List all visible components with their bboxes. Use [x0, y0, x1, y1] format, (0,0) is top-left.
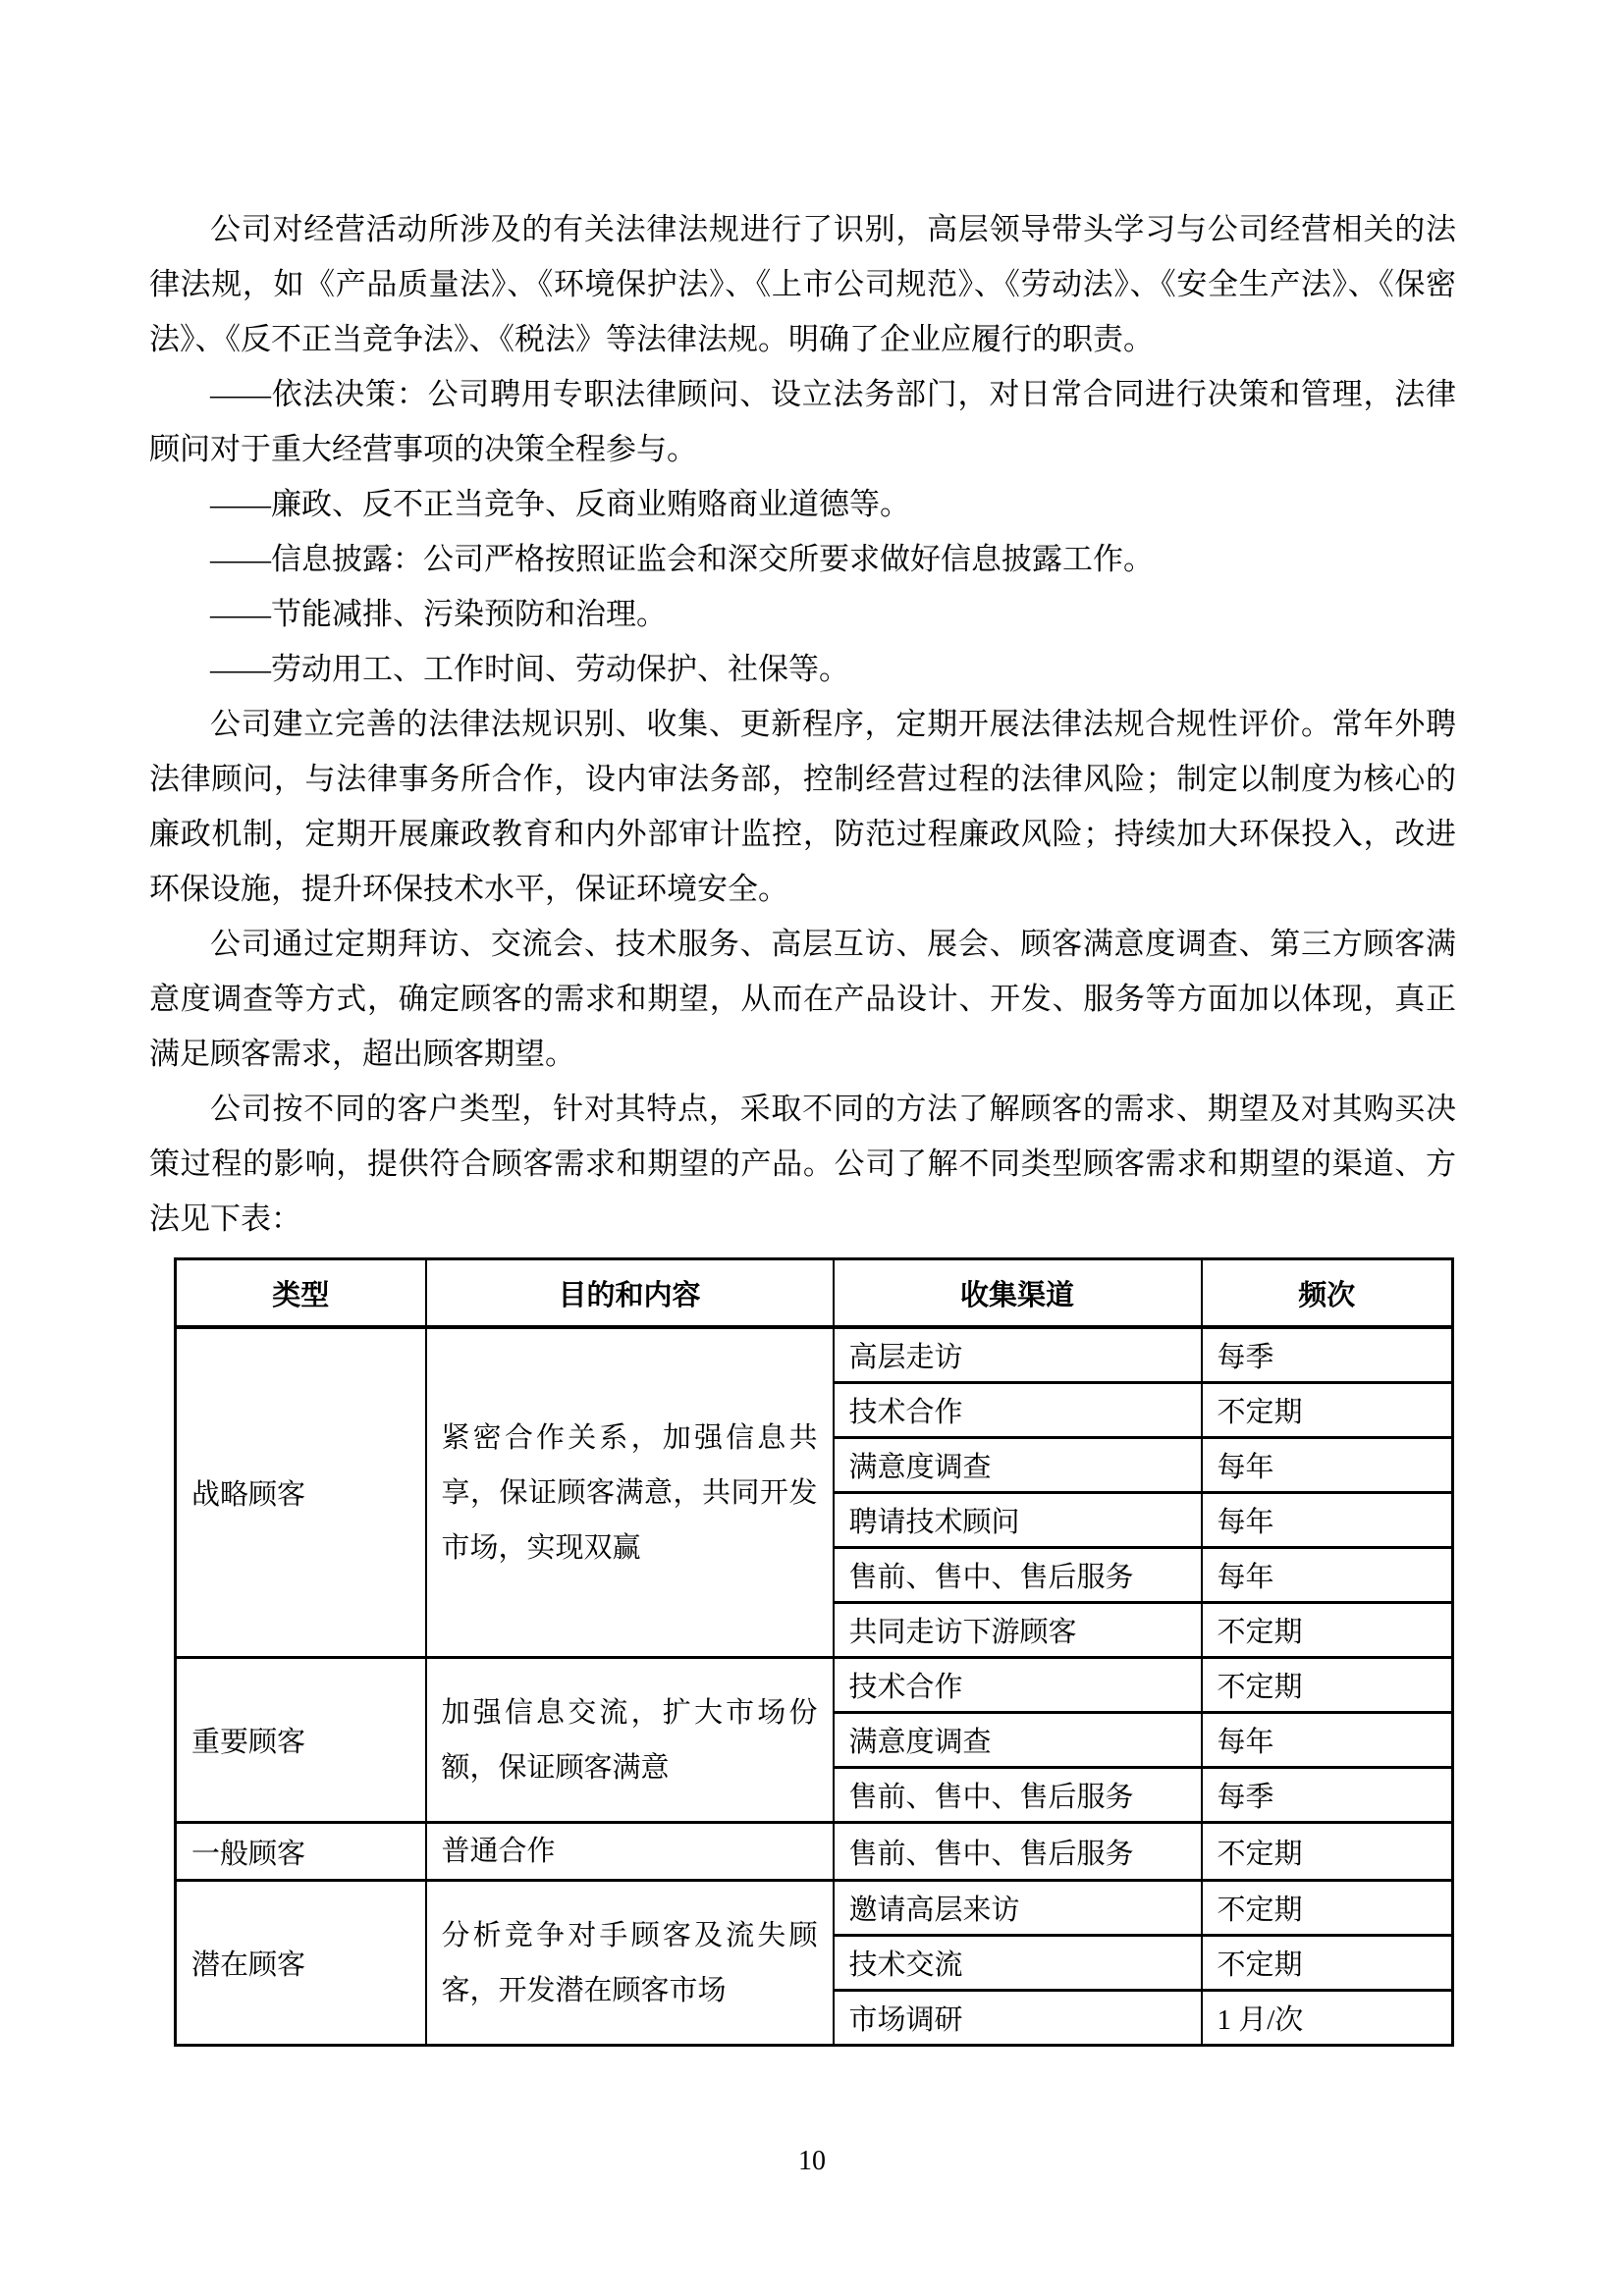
- page-number: 10: [798, 2146, 826, 2176]
- customer-type-cell: 一般顾客: [176, 1823, 426, 1881]
- customer-channels-table: [174, 1257, 1454, 2047]
- channel-cell: 满意度调查: [834, 1438, 1202, 1493]
- body-paragraph: 公司对经营活动所涉及的有关法律法规进行了识别，高层领导带头学习与公司经营相关的法律法规，如《产品质量法》、《环境保护法》、《上市公司规范》、《劳动法》、《安全生产法》、《保密法》、《反不正当竞争法》、《税法》等法律法规。明确了企业应履行的职责。: [149, 212, 1456, 356]
- customer-type-cell: 重要顾客: [176, 1658, 426, 1823]
- purpose-cell: 紧密合作关系，加强信息共享，保证顾客满意，共同开发市场，实现双赢: [426, 1327, 834, 1658]
- frequency-cell: 不定期: [1202, 1658, 1453, 1713]
- body-paragraph: 公司通过定期拜访、交流会、技术服务、高层互访、展会、顾客满意度调查、第三方顾客满意度调查等方式，确定顾客的需求和期望，从而在产品设计、开发、服务等方面加以体现，真正满足顾客需求，超出顾客期望。: [149, 927, 1456, 1071]
- frequency-cell: 不定期: [1202, 1823, 1453, 1881]
- body-paragraph: 公司建立完善的法律法规识别、收集、更新程序，定期开展法律法规合规性评价。常年外聘法律顾问，与法律事务所合作，设内审法务部，控制经营过程的法律风险；制定以制度为核心的廉政机制，定期开展廉政教育和内外部审计监控，防范过程廉政风险；持续加大环保投入，改进环保设施，提升环保技术水平，保证环境安全。: [149, 707, 1456, 906]
- frequency-cell: 不定期: [1202, 1383, 1453, 1438]
- channel-cell: 售前、售中、售后服务: [834, 1768, 1202, 1823]
- customer-type-cell: 战略顾客: [176, 1327, 426, 1658]
- customer-type-cell: 潜在顾客: [176, 1881, 426, 2046]
- body-paragraph: ——节能减排、污染预防和治理。: [210, 597, 667, 631]
- frequency-cell: 每季: [1202, 1768, 1453, 1823]
- frequency-cell: 1 月/次: [1202, 1991, 1453, 2046]
- purpose-cell: 加强信息交流，扩大市场份额，保证顾客满意: [426, 1658, 834, 1823]
- frequency-cell: 每季: [1202, 1327, 1453, 1383]
- table-row: [176, 1658, 1453, 1713]
- body-paragraph: 公司按不同的客户类型，针对其特点，采取不同的方法了解顾客的需求、期望及对其购买决策过程的影响，提供符合顾客需求和期望的产品。公司了解不同类型顾客需求和期望的渠道、方法见下表：: [149, 1092, 1456, 1236]
- body-paragraph: ——依法决策：公司聘用专职法律顾问、设立法务部门，对日常合同进行决策和管理，法律顾问对于重大经营事项的决策全程参与。: [149, 377, 1456, 466]
- channel-cell: 技术合作: [834, 1383, 1202, 1438]
- body-text: [149, 202, 1456, 1247]
- frequency-cell: 每年: [1202, 1713, 1453, 1768]
- column-header-frequency: 频次: [1202, 1259, 1453, 1328]
- channel-cell: 共同走访下游顾客: [834, 1603, 1202, 1658]
- table-row: [176, 1881, 1453, 1936]
- channel-cell: 技术交流: [834, 1936, 1202, 1991]
- body-paragraph: ——信息披露：公司严格按照证监会和深交所要求做好信息披露工作。: [210, 542, 1154, 576]
- frequency-cell: 每年: [1202, 1493, 1453, 1548]
- purpose-cell: 普通合作: [426, 1823, 834, 1881]
- column-header-purpose: 目的和内容: [426, 1259, 834, 1328]
- body-paragraph: ——劳动用工、工作时间、劳动保护、社保等。: [210, 652, 849, 686]
- channel-cell: 售前、售中、售后服务: [834, 1548, 1202, 1603]
- column-header-type: 类型: [176, 1259, 426, 1328]
- frequency-cell: 每年: [1202, 1438, 1453, 1493]
- table-row: [176, 1327, 1453, 1383]
- channel-cell: 售前、售中、售后服务: [834, 1823, 1202, 1881]
- channel-cell: 市场调研: [834, 1991, 1202, 2046]
- channel-cell: 高层走访: [834, 1327, 1202, 1383]
- table-row: [176, 1823, 1453, 1881]
- frequency-cell: 不定期: [1202, 1881, 1453, 1936]
- frequency-cell: 不定期: [1202, 1936, 1453, 1991]
- frequency-cell: 每年: [1202, 1548, 1453, 1603]
- channel-cell: 邀请高层来访: [834, 1881, 1202, 1936]
- purpose-cell: 分析竞争对手顾客及流失顾客，开发潜在顾客市场: [426, 1881, 834, 2046]
- frequency-cell: 不定期: [1202, 1603, 1453, 1658]
- channel-cell: 技术合作: [834, 1658, 1202, 1713]
- channel-cell: 聘请技术顾问: [834, 1493, 1202, 1548]
- channel-cell: 满意度调查: [834, 1713, 1202, 1768]
- table-header-row: [176, 1259, 1453, 1328]
- body-paragraph: ——廉政、反不正当竞争、反商业贿赂商业道德等。: [210, 487, 910, 521]
- table-header: [176, 1259, 1453, 1328]
- column-header-channel: 收集渠道: [834, 1259, 1202, 1328]
